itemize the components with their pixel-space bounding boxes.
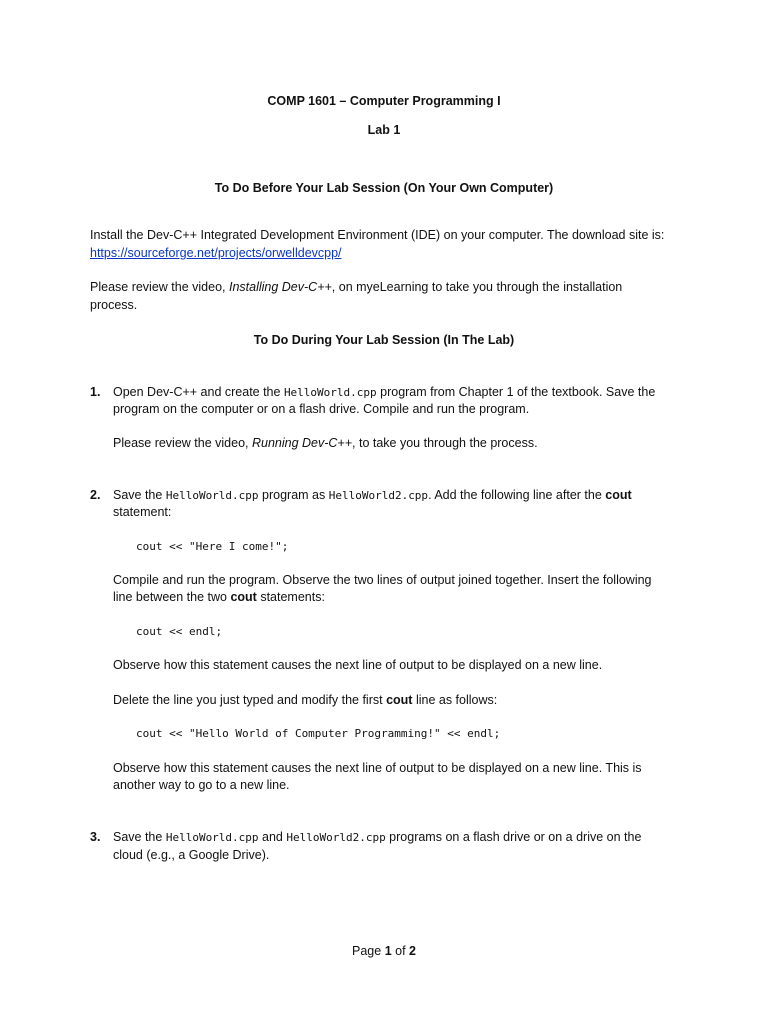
page-current: 1 <box>384 944 392 958</box>
step3-line2: cloud (e.g., a Google Drive). <box>113 848 270 862</box>
step2-observe1: Observe how this statement causes the next line of output to be displayed on a new line. <box>113 658 603 672</box>
page-word: Page <box>352 944 385 958</box>
step2-para2-text-b: statements: <box>256 590 325 604</box>
step3-text-c: programs on a flash drive or on a drive on the <box>385 830 642 844</box>
download-link[interactable]: https://sourceforge.net/projects/orwelldevcpp/ <box>90 246 342 260</box>
installing-video-title: Installing Dev-C++ <box>228 280 332 294</box>
during-section-heading: To Do During Your Lab Session (In The Lab) <box>253 333 515 347</box>
step2-para2-line2 <box>113 590 325 604</box>
step3-number: 3. <box>90 830 101 844</box>
step1-review-prefix: Please review the video, <box>113 436 252 450</box>
step2-line1 <box>113 488 632 502</box>
running-video-title: Running Dev-C++ <box>251 436 353 450</box>
before-section-heading: To Do Before Your Lab Session (On Your Own Computer) <box>214 181 554 195</box>
code-hello-world-endl: cout << "Hello World of Computer Programming!" << endl; <box>136 727 501 740</box>
step3-filename2: HelloWorld2.cpp <box>286 831 386 844</box>
step2-cout-keyword: cout <box>605 488 632 502</box>
step2-observe2-line1: Observe how this statement causes the next line of output to be displayed on a new line. This is <box>113 761 642 775</box>
step2-para2-cout: cout <box>230 590 257 604</box>
step2-filename1: HelloWorld.cpp <box>165 489 259 502</box>
step3-text-b: and <box>258 830 287 844</box>
step2-delete-text-a: Delete the line you just typed and modify the first <box>113 693 387 707</box>
code-here-i-come: cout << "Here I come!"; <box>136 540 289 553</box>
step2-observe2-line2: another way to go to a new line. <box>113 778 290 792</box>
step3-line1 <box>113 830 641 844</box>
review-suffix: , on myeLearning to take you through the installation <box>331 280 623 294</box>
step2-delete-line <box>113 693 497 707</box>
install-review-line2: process. <box>90 298 138 312</box>
step1-line1 <box>113 385 655 399</box>
lab-title: Lab 1 <box>367 123 401 137</box>
step2-text-b: program as <box>258 488 329 502</box>
install-instruction: Install the Dev-C++ Integrated Development Environment (IDE) on your computer. The download site is: <box>90 228 665 242</box>
step1-review-suffix: , to take you through the process. <box>352 436 538 450</box>
step1-text-a: Open Dev-C++ and create the <box>113 385 284 399</box>
step1-line2: program on the computer or on a flash drive. Compile and run the program. <box>113 402 530 416</box>
step2-number: 2. <box>90 488 101 502</box>
step2-para2-line1: Compile and run the program. Observe the two lines of output joined together. Insert the following <box>113 573 652 587</box>
step1-number: 1. <box>90 385 101 399</box>
step3-text-a: Save the <box>113 830 166 844</box>
step2-delete-cout: cout <box>386 693 413 707</box>
step1-filename: HelloWorld.cpp <box>283 386 377 399</box>
page-number <box>0 944 768 958</box>
step3-filename1: HelloWorld.cpp <box>165 831 259 844</box>
step2-text-a: Save the <box>113 488 166 502</box>
page-total: 2 <box>409 944 416 958</box>
step1-text-b: program from Chapter 1 of the textbook. Save the <box>376 385 656 399</box>
download-link-line <box>90 246 342 260</box>
review-prefix: Please review the video, <box>90 280 229 294</box>
step2-text-c: . Add the following line after the <box>428 488 606 502</box>
step2-filename2: HelloWorld2.cpp <box>328 489 429 502</box>
code-endl: cout << endl; <box>136 625 223 638</box>
step1-review-line <box>113 436 538 450</box>
of-word: of <box>391 944 410 958</box>
install-review-line <box>90 280 622 294</box>
step2-line2: statement: <box>113 505 172 519</box>
step2-delete-text-b: line as follows: <box>412 693 498 707</box>
step2-para2-text-a: line between the two <box>113 590 231 604</box>
course-title: COMP 1601 – Computer Programming I <box>267 94 501 108</box>
